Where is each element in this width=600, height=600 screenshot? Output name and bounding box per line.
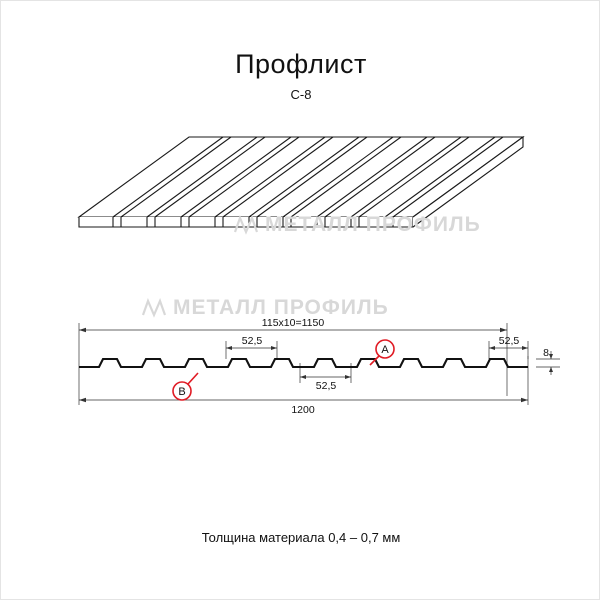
dimension-top-overall: 115х10=1150 [261, 317, 325, 329]
callout-b-label: B [178, 386, 186, 398]
page-title: Профлист [235, 49, 367, 79]
callout-b [173, 373, 198, 400]
dimension-top-segment: 52,5 [241, 335, 263, 347]
dimension-bottom-overall: 1200 [291, 404, 315, 416]
dimension-height: 8 [543, 347, 549, 359]
watermark-lower-text: МЕТАЛЛ ПРОФИЛЬ [173, 296, 389, 319]
watermark-upper-text: МЕТАЛЛ ПРОФИЛЬ [265, 213, 481, 236]
dimension-bottom-segment: 52,5 [315, 380, 337, 392]
cross-section-drawing [41, 301, 566, 421]
material-thickness-note: Толщина материала 0,4 – 0,7 мм [201, 530, 401, 545]
page-subtitle: С-8 [290, 87, 312, 102]
callout-a [370, 340, 394, 365]
dimension-top-segment-right: 52,5 [498, 335, 520, 347]
isometric-sheet-illustration [61, 109, 541, 269]
callout-a-label: A [381, 344, 389, 356]
